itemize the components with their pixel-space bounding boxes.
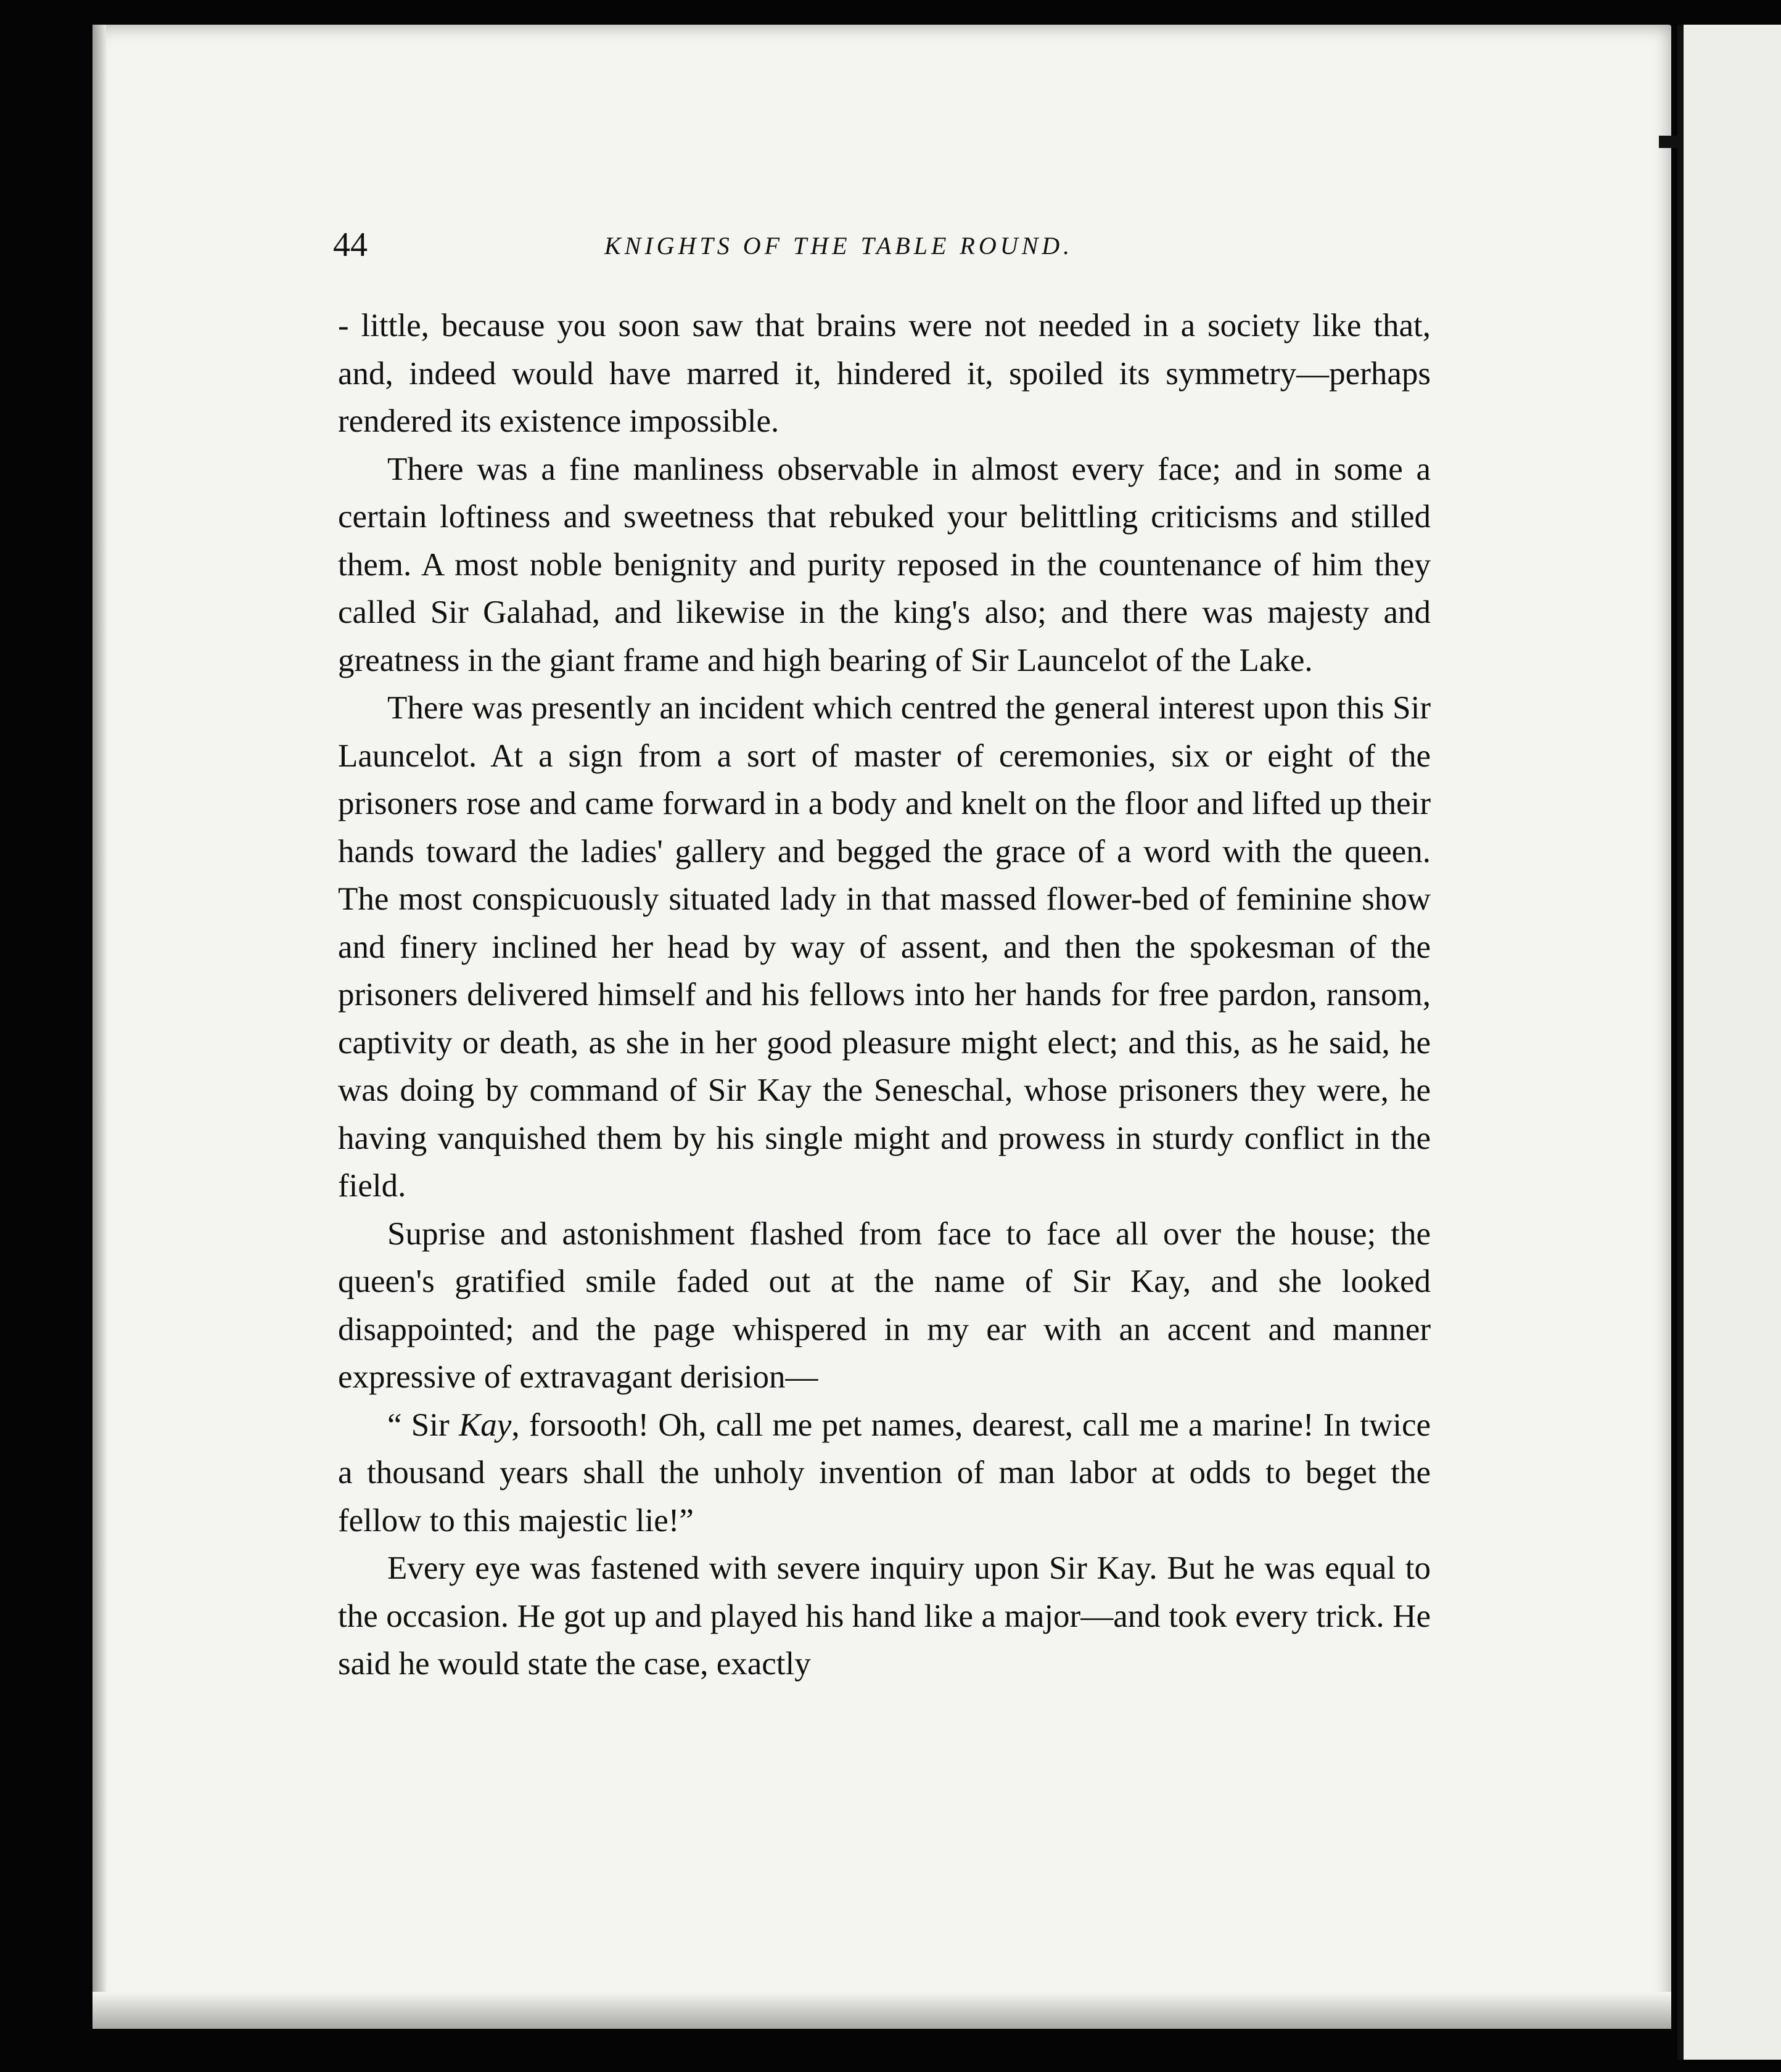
page-number: 44 — [333, 226, 368, 264]
adjacent-page-edge — [1677, 25, 1781, 2060]
body-text — [338, 302, 1431, 1688]
page-edge-shadow — [93, 25, 106, 2029]
running-head: KNIGHTS OF THE TABLE ROUND. — [604, 232, 1074, 260]
paragraph: There was presently an incident which centred the general interest upon this Sir Launcelot. At a sign from a sort of master of ceremonies, six or eight of the prisoners rose and came forward in a body and knelt on the floor and lifted up their hands toward the ladies' gallery and begged the grace of a word with the queen. The most conspicuously situated lady in that massed flower-bed of feminine show and finery inclined her head by way of assent, and then the spokesman of the prisoners delivered himself and his fellows into her hands for free pardon, ransom, captivity or death, as she in her good pleasure might elect; and this, as he said, he was doing by command of Sir Kay the Seneschal, whose prisoners they were, he having vanquished them by his single might and prowess in sturdy conflict in the field. — [338, 690, 1431, 1204]
page-bottom-edge — [93, 1992, 1671, 2029]
quote-rest: , forsooth! Oh, call me pet names, dearest, call me a marine! In twice a thousand years shall the unholy invention of man labor at odds to beget the fellow to this majestic lie!” — [338, 1407, 1431, 1539]
paragraph-continuation: - little, because you soon saw that brains were not needed in a society like that, and, indeed would have marred it, hindered it, spoiled its symmetry—perhaps rendered its existence impossible. — [338, 308, 1431, 439]
page-header — [333, 225, 1603, 274]
binding-mark — [1659, 136, 1677, 148]
paragraph: There was a fine manliness observable in almost every face; and in some a certain loftiness and sweetness that rebuked your belittling criticisms and stilled them. A most noble benignity and purity reposed in the countenance of him they called Sir Galahad, and likewise in the king's also; and there was majesty and greatness in the giant frame and high bearing of Sir Launcelot of the Lake. — [338, 451, 1431, 678]
paragraph: Every eye was fastened with severe inquiry upon Sir Kay. But he was equal to the occasion. He got up and played his hand like a major—and took every trick. He said he would state the case, exactly — [338, 1550, 1431, 1682]
paragraph: Suprise and astonishment flashed from face to face all over the house; the queen's gratified smile faded out at the name of Sir Kay, and she looked disappointed; and the page whispered in my ear with an accent and manner expressive of extravagant derision— — [338, 1215, 1431, 1395]
quoted-paragraph — [338, 1402, 1431, 1545]
quote-open: “ Sir — [387, 1407, 459, 1443]
quote-emphasis: Kay — [458, 1407, 512, 1443]
